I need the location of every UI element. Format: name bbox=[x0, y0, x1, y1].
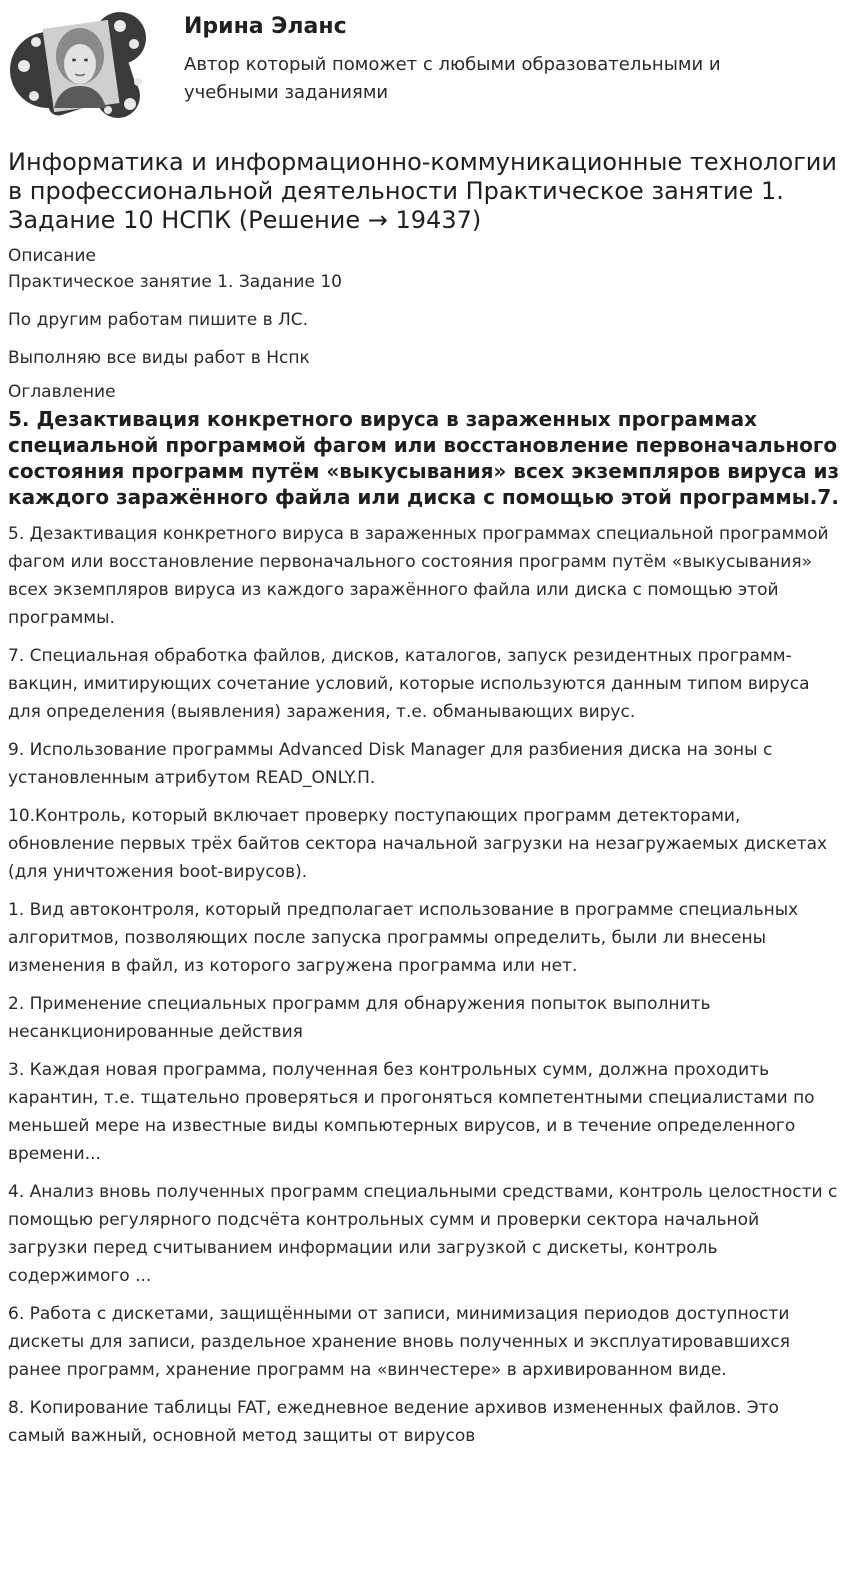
description-label: Описание bbox=[8, 246, 96, 266]
work-content bbox=[8, 244, 840, 1460]
description-line: Практическое занятие 1. Задание 10 bbox=[8, 272, 342, 292]
toc-paragraph: 8. Копирование таблицы FAT, ежедневное ведение архивов измененных файлов. Это самый важный, основной метод защиты от вирусов bbox=[8, 1398, 779, 1446]
description-line: Выполняю все виды работ в Нспк bbox=[8, 348, 310, 368]
page-title: Информатика и информационно-коммуникационные технологии в профессиональной деятельности Практическое занятие 1. Задание 10 НСПК (Решение → 19437) bbox=[8, 148, 837, 234]
toc-paragraph: 1. Вид автоконтроля, который предполагает использование в программе специальных алгоритмов, позволяющих после запуска программы определить, были ли внесены изменения в файл, из которого загружена программа или нет. bbox=[8, 900, 799, 976]
toc-heading: 5. Дезактивация конкретного вируса в зараженных программах специальной программой фагом или восстановление первоначального состояния программ путём «выкусывания» всех экземпляров вируса из каждого заражённого файла или диска с помощью этой программы.7. bbox=[8, 407, 840, 509]
toc-paragraph: 4. Анализ вновь полученных программ специальными средствами, контроль целостности с помощью регулярного подсчёта контрольных сумм и проверки сектора начальной загрузки перед считыванием информации или загрузкой с дискеты, контроль содержимого ... bbox=[8, 1182, 838, 1286]
toc-paragraph: 3. Каждая новая программа, полученная без контрольных сумм, должна проходить карантин, т.е. тщательно проверяться и прогоняться компетентными специалистами по меньшей мере на известные виды компьютерных вирусов, и в течение определенного времени... bbox=[8, 1060, 815, 1164]
toc-paragraph: 5. Дезактивация конкретного вируса в зараженных программах специальной программой фагом или восстановление первоначального состояния программ путём «выкусывания» всех экземпляров вируса из каждого заражённого файла или диска с помощью этой программы. bbox=[8, 524, 829, 628]
toc-paragraph: 10.Контроль, который включает проверку поступающих программ детекторами, обновление первых трёх байтов сектора начальной загрузки на незагружаемых дискетах (для уничтожения boot-вирусов). bbox=[8, 806, 828, 882]
toc-paragraph: 7. Специальная обработка файлов, дисков, каталогов, запуск резидентных программ-вакцин, имитирующих сочетание условий, которые используются данным типом вируса для определения (выявления) заражения, т.е. обманывающих вирус. bbox=[8, 646, 810, 722]
toc-paragraph: 2. Применение специальных программ для обнаружения попыток выполнить несанкционированные действия bbox=[8, 994, 711, 1042]
author-card bbox=[8, 8, 839, 128]
author-avatar[interactable] bbox=[8, 8, 152, 126]
toc-paragraph: 9. Использование программы Advanced Disk Manager для разбиения диска на зоны с установленным атрибутом READ_ONLY.П. bbox=[8, 740, 773, 788]
toc-label: Оглавление bbox=[8, 382, 116, 402]
author-name[interactable]: Ирина Эланс bbox=[184, 14, 347, 39]
description-line: По другим работам пишите в ЛС. bbox=[8, 310, 309, 330]
toc-paragraph: 6. Работа с дискетами, защищёнными от записи, минимизация периодов доступности дискеты для записи, раздельное хранение вновь полученных и эксплуатировавшихся ранее программ, хранение программ на «винчестере» в архивированном виде. bbox=[8, 1304, 790, 1380]
author-description: Автор который поможет с любыми образовательными и учебными заданиями bbox=[184, 54, 721, 103]
